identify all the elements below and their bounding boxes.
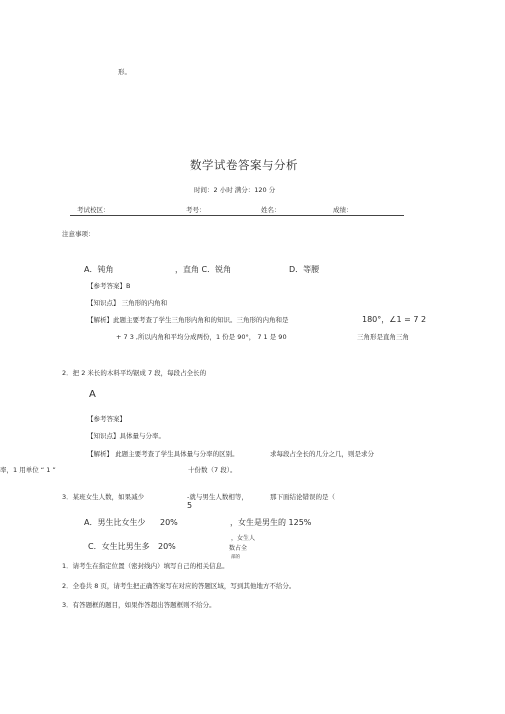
q1-analysis: 【解析】此题主要考查了学生三角形内角和的知识。三角形的内角和是 bbox=[87, 316, 289, 324]
q2-cont-left: 率，1 用单位 “ 1 ” bbox=[0, 466, 56, 474]
q2-analysis: 【解析】 此题主要考查了学生具体量与分率的区别。 bbox=[87, 450, 239, 458]
q2-option-a: A bbox=[89, 389, 96, 400]
q1-option-d: D．等腰 bbox=[289, 265, 320, 274]
q1-analysis-cont: + 7 3 ,所以内角和平均分成两份，1 份是 90°， 7 1 是 90 bbox=[116, 333, 287, 341]
q3-stem-tail: 那下面结论错误的是（ bbox=[270, 493, 335, 501]
notice-heading: 注意事项： bbox=[62, 230, 95, 238]
q3-fraction-denominator: 5 bbox=[187, 501, 193, 510]
q2-knowledge: 【知识点】具体量与分率。 bbox=[87, 432, 165, 440]
name-field-label: 姓名： bbox=[261, 206, 281, 214]
q3-stem: 3．某班女生人数，如果减少 bbox=[62, 493, 145, 501]
page-title: 数学试卷答案与分析 bbox=[190, 158, 298, 172]
q3-side-note-2: 数占全 bbox=[229, 545, 248, 552]
q1-conclusion: 三角形是直角三角 bbox=[357, 333, 409, 341]
q2-stem: 2．把 2 米长的木料平均锯成 7 段，每段占全长的 bbox=[62, 369, 207, 377]
exam-meta: 时间：2 小时 满分：120 分 bbox=[194, 186, 276, 194]
q3-stem-fraction-text: -就与男生人数相等， bbox=[187, 493, 248, 501]
q3-option-c: C．女生比男生多 bbox=[88, 542, 150, 551]
score-field-label: 成绩： bbox=[333, 206, 353, 214]
q1-option-a: A．钝角 bbox=[84, 265, 114, 274]
q3-option-c-value: 20% bbox=[158, 542, 176, 551]
q3-side-note-1: ，女生人 bbox=[231, 535, 256, 542]
q3-option-a-value: 20% bbox=[160, 518, 178, 527]
q1-answer: 【参考答案】B bbox=[87, 282, 131, 290]
q3-option-a: A．男生比女生少 bbox=[84, 518, 146, 527]
q2-cont-mid: 十份数（7 段）。 bbox=[188, 466, 237, 474]
q1-option-bc: ，直角 C．锐角 bbox=[175, 265, 232, 274]
school-field-label: 考试校区： bbox=[77, 206, 110, 214]
rule-item: 1．请考生在指定位置（密封线内）填写自己的相关信息。 bbox=[62, 562, 229, 570]
q3-side-note-3: 部的 bbox=[231, 555, 240, 560]
q3-option-b: ，女生是男生的 125% bbox=[230, 518, 312, 527]
q2-answer: 【参考答案】 bbox=[87, 415, 126, 423]
q1-knowledge: 【知识点】 三角形的内角和 bbox=[87, 299, 168, 307]
top-fragment: 形。 bbox=[118, 68, 131, 76]
info-underline bbox=[70, 215, 404, 216]
rule-item: 3．有答题框的题目，如果作答超出答题框则不给分。 bbox=[62, 601, 216, 609]
rule-item: 2．全卷共 8 页，请考生把正确答案写在对应的答题区域，写到其他地方不给分。 bbox=[62, 582, 296, 590]
q2-analysis-right: 求每段占全长的几分之几，则是求分 bbox=[270, 450, 374, 458]
q1-formula: 180°，∠1 = 7 2 bbox=[362, 315, 427, 324]
id-field-label: 考号： bbox=[186, 206, 206, 214]
